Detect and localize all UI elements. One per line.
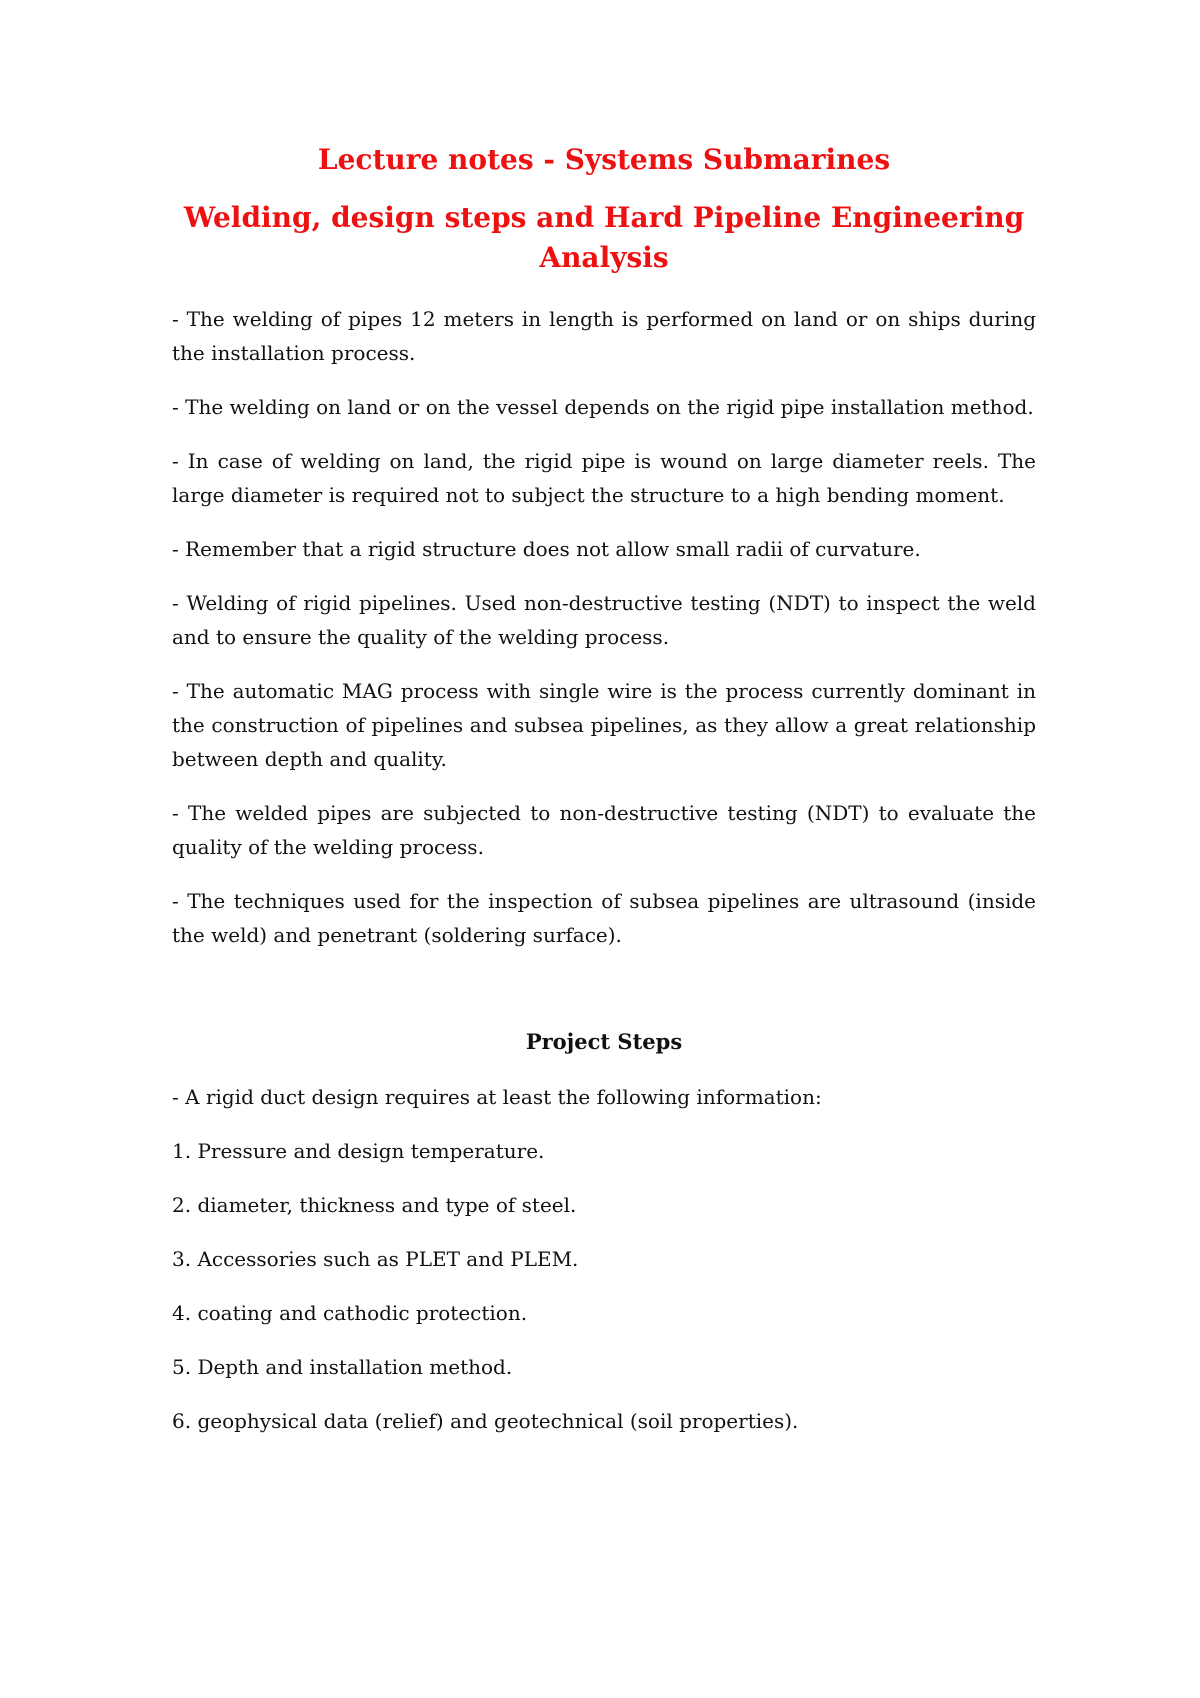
document-page xyxy=(172,140,1036,1458)
step-item: 1. Pressure and design temperature. xyxy=(172,1139,545,1163)
paragraph: - In case of welding on land, the rigid pipe is wound on large diameter reels. The large diameter is required not to subject the structure to a high bending moment. xyxy=(172,449,1036,507)
steps-intro: - A rigid duct design requires at least the following information: xyxy=(172,1085,822,1109)
step-item: 6. geophysical data (relief) and geotechnical (soil properties). xyxy=(172,1409,799,1433)
paragraph: - The welding of pipes 12 meters in length is performed on land or on ships during the installation process. xyxy=(172,307,1036,365)
paragraph: - The welding on land or on the vessel depends on the rigid pipe installation method. xyxy=(172,395,1034,419)
paragraph: - The automatic MAG process with single wire is the process currently dominant in the construction of pipelines and subsea pipelines, as they allow a great relationship between depth and quality. xyxy=(172,679,1036,771)
paragraph: - Welding of rigid pipelines. Used non-destructive testing (NDT) to inspect the weld and to ensure the quality of the welding process. xyxy=(172,591,1036,649)
paragraph: - Remember that a rigid structure does not allow small radii of curvature. xyxy=(172,537,921,561)
document-title: Lecture notes - Systems Submarines xyxy=(317,143,891,176)
paragraph: - The techniques used for the inspection of subsea pipelines are ultrasound (inside the weld) and penetrant (soldering surface). xyxy=(172,889,1036,947)
paragraph: - The welded pipes are subjected to non-destructive testing (NDT) to evaluate the quality of the welding process. xyxy=(172,801,1036,859)
step-item: 5. Depth and installation method. xyxy=(172,1355,513,1379)
step-item: 3. Accessories such as PLET and PLEM. xyxy=(172,1247,579,1271)
section-heading-project-steps: Project Steps xyxy=(525,1029,683,1054)
document-subtitle: Welding, design steps and Hard Pipeline Engineering Analysis xyxy=(183,201,1025,274)
step-item: 4. coating and cathodic protection. xyxy=(172,1301,528,1325)
step-item: 2. diameter, thickness and type of steel. xyxy=(172,1193,577,1217)
